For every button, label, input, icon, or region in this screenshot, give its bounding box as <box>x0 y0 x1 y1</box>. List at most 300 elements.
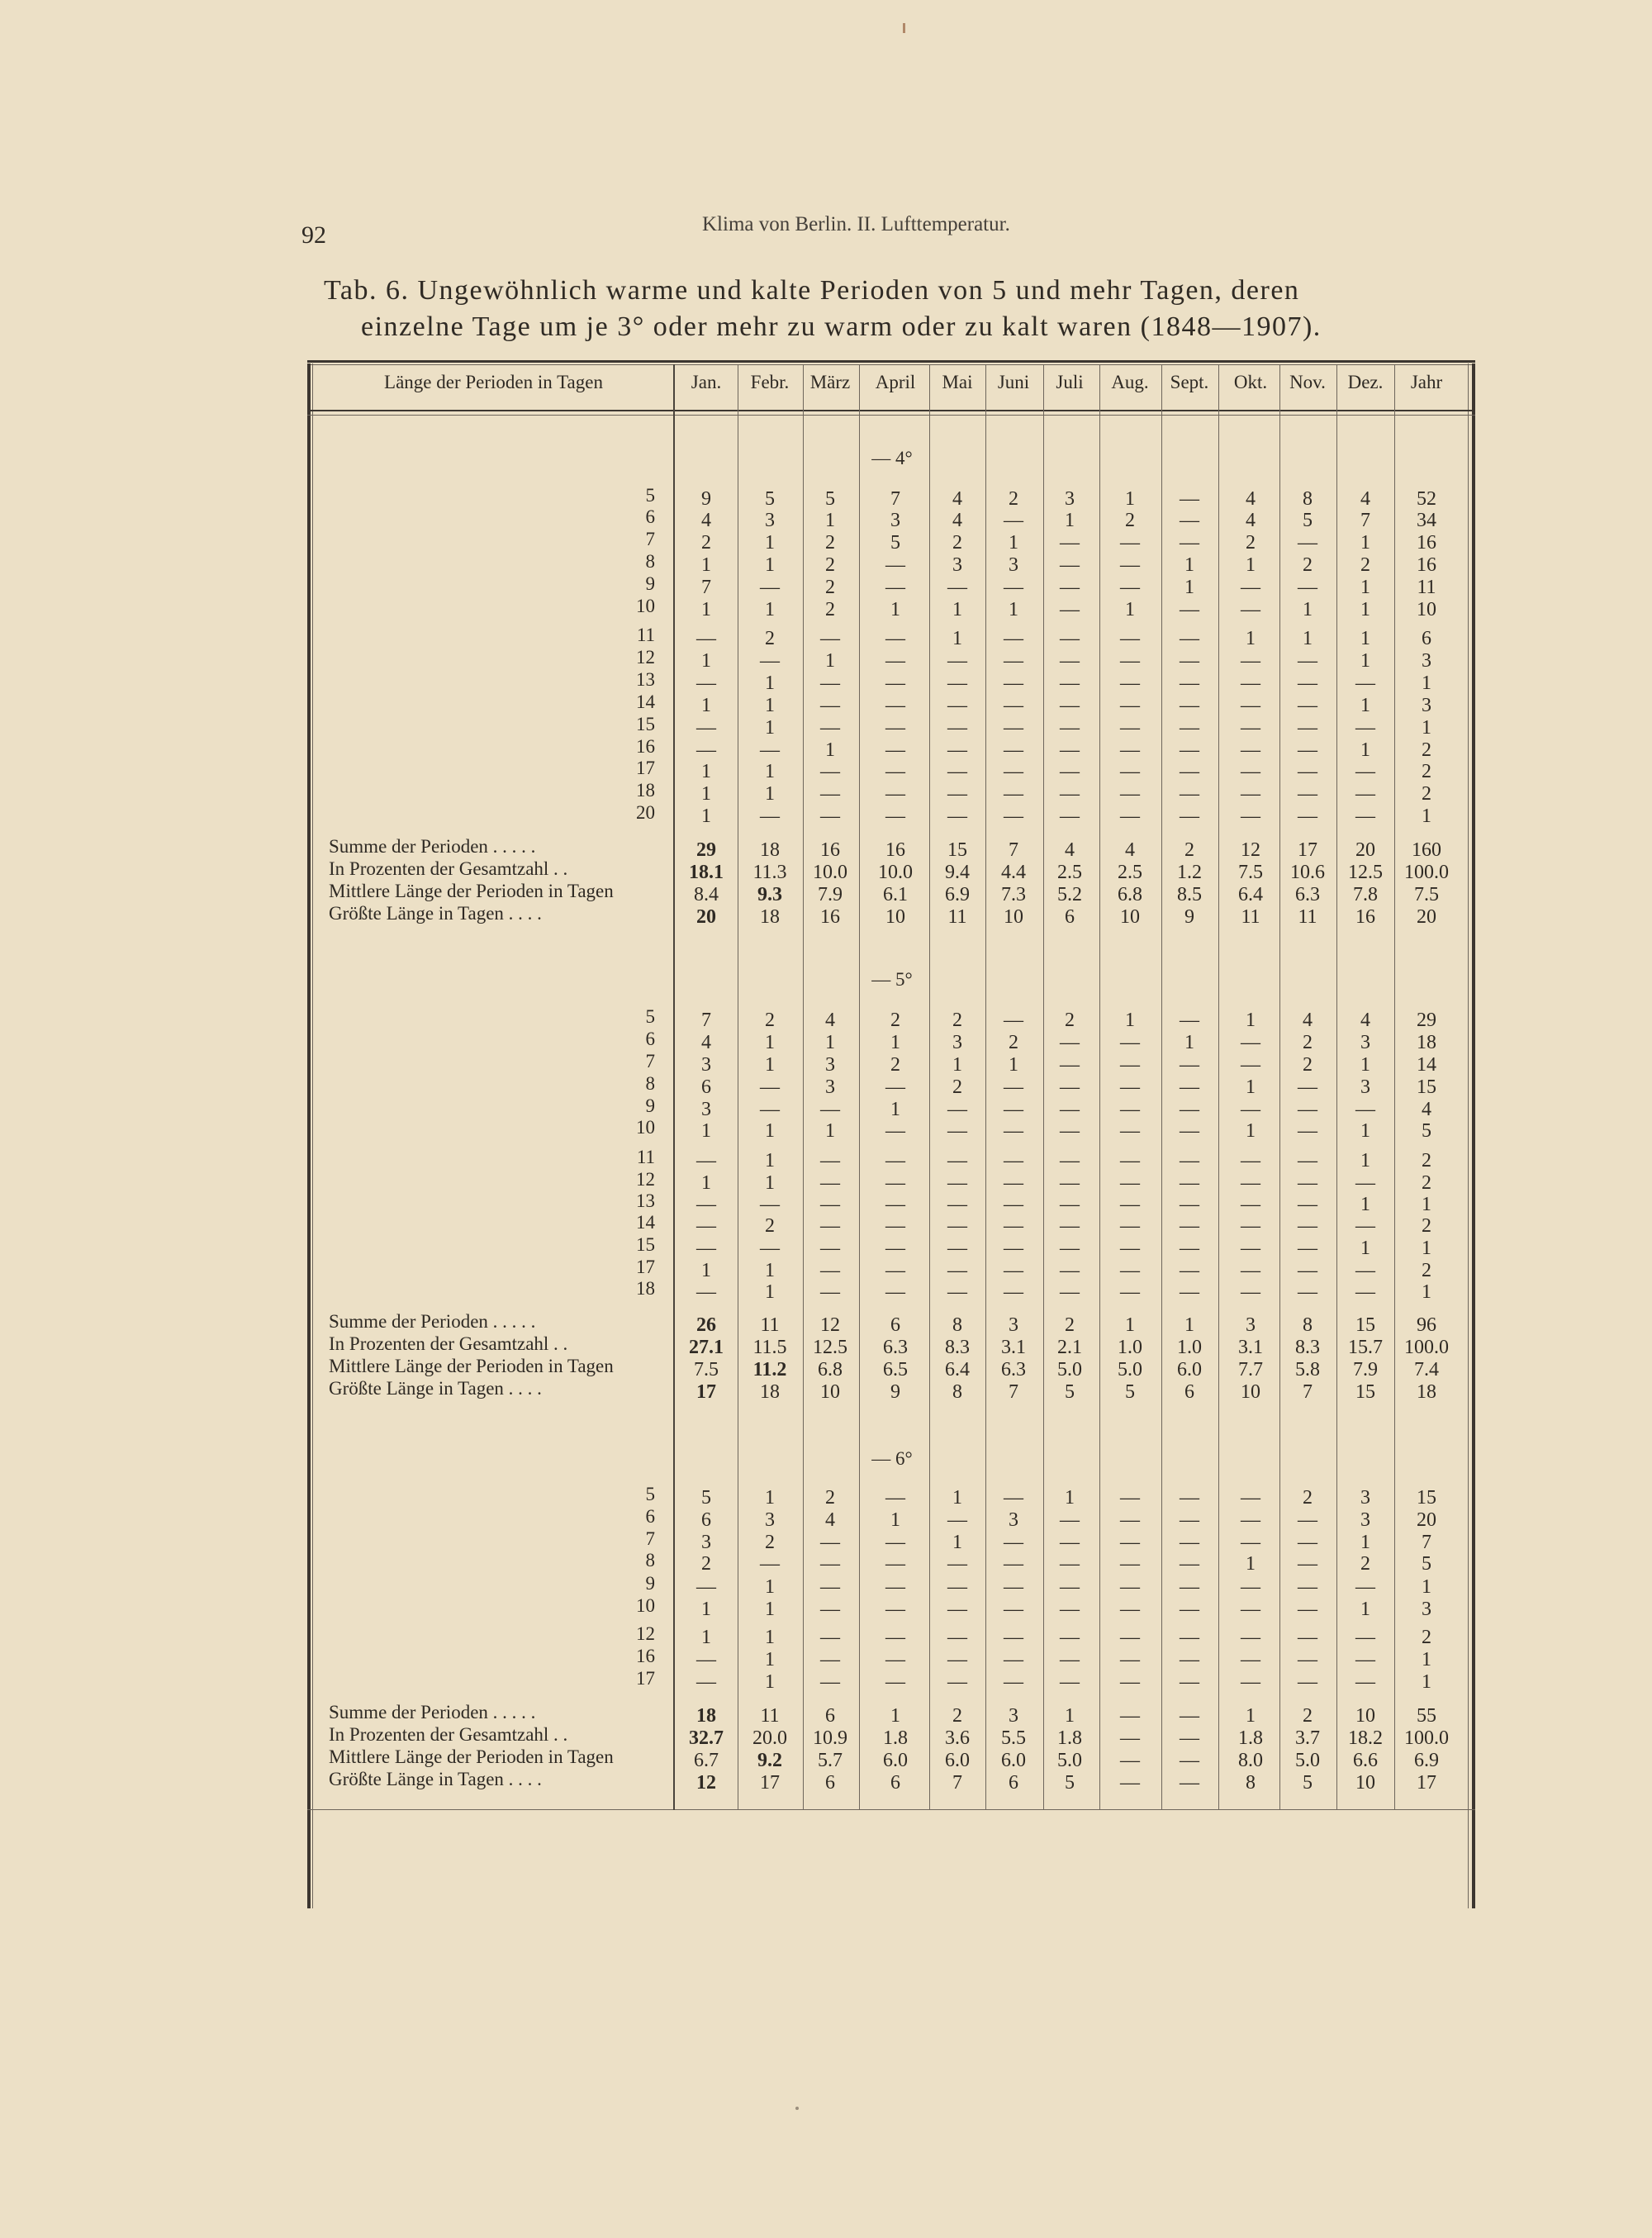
section-title: — 5° <box>871 969 913 990</box>
table-cell: — <box>1298 1238 1317 1259</box>
period-length-label: 7 <box>645 1051 655 1071</box>
table-cell: — <box>1060 805 1080 827</box>
table-cell: 20 <box>1417 1509 1436 1531</box>
table-cell: — <box>947 1172 967 1194</box>
summary-row <box>0 1378 1652 1406</box>
table-cell: 7 <box>701 1010 711 1031</box>
table-cell: 1 <box>701 599 711 620</box>
table-cell: 1 <box>825 510 835 531</box>
ink-mark <box>903 23 905 33</box>
table-cell: — <box>1298 761 1317 782</box>
table-cell: 1 <box>1422 1194 1431 1215</box>
table-cell: 1 <box>1246 1705 1256 1727</box>
table-cell: — <box>1060 650 1080 672</box>
table-cell: — <box>1120 1553 1140 1575</box>
table-cell: — <box>1298 1194 1317 1215</box>
summary-label: In Prozenten der Gesamtzahl . . <box>329 1333 568 1354</box>
table-cell: — <box>1120 1150 1140 1171</box>
table-cell: 10.6 <box>1290 862 1325 883</box>
table-cell: 2 <box>825 599 835 620</box>
period-length-label: 9 <box>645 1573 655 1594</box>
table-cell: 5 <box>1303 1772 1313 1794</box>
table-cell: 6.3 <box>1001 1359 1026 1380</box>
table-cell: — <box>1004 1238 1023 1259</box>
table-cell: 160 <box>1412 839 1441 861</box>
table-cell: — <box>1298 650 1317 672</box>
table-cell: — <box>1120 1032 1140 1053</box>
table-cell: — <box>820 1238 840 1259</box>
table-cell: 15 <box>947 839 967 861</box>
table-cell: 15 <box>1417 1487 1436 1509</box>
period-length-label: 5 <box>645 1006 655 1027</box>
table-cell: 2 <box>1303 1487 1313 1509</box>
table-cell: 4.4 <box>1001 862 1026 883</box>
table-cell: 7 <box>1009 1381 1018 1403</box>
table-cell: — <box>1241 761 1260 782</box>
table-cell: 16 <box>1355 906 1375 928</box>
table-cell: 3 <box>1009 1509 1018 1531</box>
table-cell: 11 <box>1241 906 1260 928</box>
label-column-header: Länge der Perioden in Tagen <box>384 372 603 392</box>
table-cell: 6.6 <box>1353 1750 1378 1771</box>
table-cell: 26 <box>696 1314 716 1336</box>
table-cell: — <box>1180 1576 1199 1598</box>
table-cell: — <box>820 1649 840 1670</box>
table-cell: — <box>947 1576 967 1598</box>
summary-label: Größte Länge in Tagen . . . . <box>329 1769 542 1789</box>
table-cell: 1 <box>765 1172 775 1194</box>
table-cell: — <box>1241 1281 1260 1303</box>
table-cell: 1 <box>1360 1238 1370 1259</box>
caption-line-1: Tab. 6. Ungewöhnlich warme und kalte Perioden von 5 und mehr Tagen, deren <box>324 275 1300 306</box>
table-cell: — <box>760 1238 780 1259</box>
period-length-label: 8 <box>645 1550 655 1570</box>
table-cell: 2 <box>1246 532 1256 554</box>
table-cell: — <box>885 1076 905 1098</box>
table-cell: 17 <box>696 1381 716 1403</box>
table-cell: — <box>1355 1215 1375 1237</box>
table-cell: 2 <box>952 1705 962 1727</box>
table-cell: 3 <box>825 1076 835 1098</box>
table-cell: 1 <box>1360 1599 1370 1620</box>
table-cell: — <box>947 1238 967 1259</box>
table-cell: 7 <box>1303 1381 1313 1403</box>
table-cell: — <box>1060 783 1080 805</box>
period-length-label: 20 <box>636 802 655 823</box>
month-header: Mai <box>942 372 973 392</box>
table-cell: 2 <box>1360 554 1370 576</box>
period-length-label: 16 <box>636 736 655 757</box>
month-header: Okt. <box>1233 372 1268 392</box>
table-cell: — <box>696 628 716 649</box>
table-cell: — <box>1298 695 1317 716</box>
table-cell: — <box>885 1281 905 1303</box>
table-cell: 1 <box>1065 1487 1075 1509</box>
summary-label: Größte Länge in Tagen . . . . <box>329 903 542 924</box>
table-cell: — <box>1180 1076 1199 1098</box>
table-cell: 16 <box>820 839 840 861</box>
table-cell: — <box>1004 1076 1023 1098</box>
table-cell: 2 <box>765 628 775 649</box>
table-cell: — <box>1120 1727 1140 1749</box>
table-cell: 1 <box>701 761 711 782</box>
table-cell: 1 <box>765 532 775 554</box>
table-cell: 18.2 <box>1348 1727 1383 1749</box>
period-length-label: 5 <box>645 1484 655 1504</box>
table-cell: 1 <box>1009 532 1018 554</box>
table-cell: 12 <box>696 1772 716 1794</box>
table-cell: 1.8 <box>883 1727 908 1749</box>
table-cell: 9 <box>1184 906 1194 928</box>
table-cell: — <box>1180 1487 1199 1509</box>
table-cell: — <box>1180 1260 1199 1281</box>
period-length-label: 8 <box>645 1073 655 1094</box>
ink-dot <box>795 2107 799 2110</box>
table-cell: — <box>1298 577 1317 598</box>
table-cell: — <box>1120 805 1140 827</box>
table-cell: 1 <box>1360 599 1370 620</box>
table-cell: — <box>1298 1576 1317 1598</box>
table-cell: — <box>1060 1120 1080 1142</box>
table-cell: — <box>1298 1099 1317 1120</box>
table-cell: — <box>1241 1054 1260 1076</box>
table-cell: 29 <box>1417 1010 1436 1031</box>
table-cell: — <box>947 1627 967 1648</box>
summary-label: Größte Länge in Tagen . . . . <box>329 1378 542 1399</box>
table-cell: 6.0 <box>1177 1359 1202 1380</box>
table-cell: 6 <box>890 1314 900 1336</box>
table-cell: — <box>1120 1260 1140 1281</box>
table-cell: 16 <box>885 839 905 861</box>
section-title: — 6° <box>871 1448 913 1469</box>
table-cell: 1 <box>1422 1649 1431 1670</box>
table-cell: 2 <box>890 1010 900 1031</box>
table-cell: 7 <box>701 577 711 598</box>
table-cell: 1 <box>1360 628 1370 649</box>
table-cell: — <box>1298 783 1317 805</box>
table-cell: — <box>947 717 967 739</box>
table-cell: 11 <box>760 1705 780 1727</box>
table-row <box>0 802 1652 830</box>
table-row <box>0 1668 1652 1696</box>
table-cell: 96 <box>1417 1314 1436 1336</box>
table-cell: — <box>885 761 905 782</box>
table-cell: 6 <box>701 1509 711 1531</box>
table-cell: — <box>1060 1576 1080 1598</box>
table-cell: — <box>760 650 780 672</box>
table-cell: — <box>947 1553 967 1575</box>
table-cell: 5.2 <box>1057 884 1082 905</box>
table-cell: — <box>1060 1076 1080 1098</box>
table-cell: 5 <box>701 1487 711 1509</box>
table-cell: 1 <box>1125 599 1135 620</box>
table-cell: 18 <box>1417 1032 1436 1053</box>
table-cell: — <box>1004 1576 1023 1598</box>
table-cell: — <box>1355 1281 1375 1303</box>
table-cell: 1 <box>765 1599 775 1620</box>
table-cell: 6 <box>701 1076 711 1098</box>
table-cell: 7.9 <box>818 884 843 905</box>
table-caption <box>324 273 1472 345</box>
table-cell: — <box>1298 1281 1317 1303</box>
table-cell: 12 <box>1241 839 1260 861</box>
table-cell: — <box>1120 1576 1140 1598</box>
table-cell: 20 <box>1417 906 1436 928</box>
table-cell: 8 <box>1303 1314 1313 1336</box>
table-cell: 1 <box>1360 1120 1370 1142</box>
table-cell: 18 <box>1417 1381 1436 1403</box>
table-cell: — <box>1004 739 1023 761</box>
table-cell: — <box>1004 1487 1023 1509</box>
table-cell: 2 <box>952 1076 962 1098</box>
table-cell: 1.0 <box>1118 1337 1142 1358</box>
table-cell: — <box>760 1194 780 1215</box>
table-cell: 1 <box>1360 1150 1370 1171</box>
table-cell: — <box>1120 1750 1140 1771</box>
table-cell: 4 <box>1422 1099 1431 1120</box>
table-cell: 4 <box>1065 839 1075 861</box>
table-cell: 5.0 <box>1057 1359 1082 1380</box>
table-cell: 2 <box>765 1010 775 1031</box>
table-cell: — <box>820 1553 840 1575</box>
table-cell: — <box>696 1215 716 1237</box>
period-length-label: 17 <box>636 758 655 778</box>
table-cell: 1 <box>952 1487 962 1509</box>
table-cell: — <box>1120 1281 1140 1303</box>
table-cell: — <box>885 1671 905 1693</box>
table-cell: 100.0 <box>1404 1727 1449 1749</box>
table-cell: — <box>1180 1649 1199 1670</box>
table-cell: — <box>1120 1599 1140 1620</box>
table-cell: — <box>1120 1532 1140 1553</box>
table-cell: 1 <box>765 672 775 694</box>
table-frame-top-inner <box>307 364 1475 365</box>
table-cell: — <box>1180 1599 1199 1620</box>
table-cell: — <box>1241 1238 1260 1259</box>
table-cell: 1 <box>1360 739 1370 761</box>
table-cell: — <box>1298 739 1317 761</box>
table-cell: — <box>947 695 967 716</box>
table-cell: 1 <box>890 1032 900 1053</box>
table-cell: 1 <box>1184 1032 1194 1053</box>
table-cell: — <box>1004 805 1023 827</box>
table-cell: 1 <box>1422 805 1431 827</box>
table-cell: — <box>1298 717 1317 739</box>
table-cell: — <box>1298 1076 1317 1098</box>
table-cell: — <box>820 1281 840 1303</box>
table-cell: — <box>1120 1215 1140 1237</box>
table-cell: — <box>1180 1281 1199 1303</box>
table-cell: — <box>1355 1649 1375 1670</box>
table-cell: — <box>1180 1772 1199 1794</box>
table-cell: 2 <box>1009 488 1018 510</box>
table-cell: 11 <box>947 906 967 928</box>
table-cell: — <box>820 1150 840 1171</box>
table-cell: — <box>1060 532 1080 554</box>
table-cell: — <box>1060 1627 1080 1648</box>
table-cell: — <box>1120 1099 1140 1120</box>
table-cell: — <box>1241 650 1260 672</box>
period-length-label: 15 <box>636 1234 655 1255</box>
period-length-label: 11 <box>636 1147 655 1167</box>
period-length-label: 15 <box>636 714 655 734</box>
table-cell: 2 <box>1422 1627 1431 1648</box>
table-cell: 1 <box>765 1576 775 1598</box>
table-cell: 4 <box>701 1032 711 1053</box>
table-cell: 20 <box>1355 839 1375 861</box>
table-cell: — <box>1298 1260 1317 1281</box>
table-cell: — <box>1180 1215 1199 1237</box>
header-rule-inner <box>307 415 1475 416</box>
table-cell: — <box>1241 739 1260 761</box>
table-cell: — <box>1060 577 1080 598</box>
table-cell: — <box>820 1099 840 1120</box>
table-cell: 5.7 <box>818 1750 843 1771</box>
table-cell: 1 <box>1246 554 1256 576</box>
table-cell: — <box>1004 1627 1023 1648</box>
month-header: Jahr <box>1410 372 1443 392</box>
table-cell: 55 <box>1417 1705 1436 1727</box>
table-cell: 2 <box>765 1532 775 1553</box>
table-cell: — <box>1180 739 1199 761</box>
table-cell: — <box>947 1194 967 1215</box>
table-cell: 6.0 <box>883 1750 908 1771</box>
table-cell: 6.5 <box>883 1359 908 1380</box>
table-cell: 1 <box>701 554 711 576</box>
table-cell: 6 <box>890 1772 900 1794</box>
table-cell: — <box>1004 1649 1023 1670</box>
table-cell: 1 <box>952 1054 962 1076</box>
table-cell: 8 <box>952 1381 962 1403</box>
table-cell: — <box>1298 1627 1317 1648</box>
table-cell: 1.2 <box>1177 862 1202 883</box>
table-cell: 1 <box>1184 577 1194 598</box>
period-length-label: 12 <box>636 1623 655 1644</box>
table-cell: 9.2 <box>757 1750 782 1771</box>
month-header: Sept. <box>1170 372 1209 392</box>
table-cell: 3.1 <box>1001 1337 1026 1358</box>
table-cell: 2.5 <box>1057 862 1082 883</box>
table-cell: 4 <box>1303 1010 1313 1031</box>
table-cell: 5.0 <box>1057 1750 1082 1771</box>
table-cell: — <box>820 1260 840 1281</box>
table-cell: — <box>760 805 780 827</box>
table-cell: 7 <box>952 1772 962 1794</box>
table-cell: — <box>885 1649 905 1670</box>
table-cell: 8 <box>1303 488 1313 510</box>
table-cell: — <box>1004 1120 1023 1142</box>
table-cell: — <box>1355 1576 1375 1598</box>
table-cell: 14 <box>1417 1054 1436 1076</box>
period-length-label: 16 <box>636 1646 655 1666</box>
table-cell: — <box>1180 717 1199 739</box>
table-cell: — <box>820 783 840 805</box>
table-cell: — <box>1180 1750 1199 1771</box>
table-cell: — <box>760 1076 780 1098</box>
table-cell: 3 <box>952 554 962 576</box>
period-length-label: 17 <box>636 1668 655 1689</box>
table-cell: — <box>1241 1260 1260 1281</box>
table-cell: — <box>1060 1099 1080 1120</box>
table-cell: 8 <box>952 1314 962 1336</box>
table-cell: 1 <box>1246 1553 1256 1575</box>
table-cell: — <box>1180 1627 1199 1648</box>
table-cell: 1 <box>825 1120 835 1142</box>
table-cell: 10 <box>885 906 905 928</box>
table-cell: 52 <box>1417 488 1436 510</box>
table-cell: — <box>820 1599 840 1620</box>
table-cell: 1 <box>1065 510 1075 531</box>
table-cell: 2 <box>825 554 835 576</box>
table-cell: 1 <box>1303 628 1313 649</box>
table-cell: — <box>760 1099 780 1120</box>
table-cell: 1 <box>890 599 900 620</box>
period-length-label: 6 <box>645 1506 655 1527</box>
period-length-label: 18 <box>636 1278 655 1299</box>
table-cell: 1 <box>1246 1120 1256 1142</box>
table-cell: 1 <box>952 628 962 649</box>
table-cell: — <box>1120 783 1140 805</box>
table-cell: — <box>820 672 840 694</box>
table-cell: 2 <box>1065 1010 1075 1031</box>
table-cell: — <box>885 783 905 805</box>
table-cell: 6 <box>825 1705 835 1727</box>
caption-line-2: einzelne Tage um je 3° oder mehr zu warm oder zu kalt waren (1848—1907). <box>361 311 1322 342</box>
table-cell: — <box>1298 1553 1317 1575</box>
table-cell: 6.4 <box>1238 884 1263 905</box>
table-cell: — <box>947 739 967 761</box>
table-cell: — <box>1355 672 1375 694</box>
table-cell: 34 <box>1417 510 1436 531</box>
table-cell: — <box>1298 672 1317 694</box>
table-cell: 1 <box>765 554 775 576</box>
table-cell: 2 <box>1422 1260 1431 1281</box>
table-cell: 3 <box>1360 1032 1370 1053</box>
table-cell: 1 <box>765 1281 775 1303</box>
table-cell: — <box>1060 1532 1080 1553</box>
table-cell: — <box>885 717 905 739</box>
table-cell: — <box>1298 1509 1317 1531</box>
table-cell: 27.1 <box>689 1337 724 1358</box>
table-cell: — <box>1298 1215 1317 1237</box>
table-cell: — <box>696 1281 716 1303</box>
table-cell: — <box>885 1215 905 1237</box>
month-header: Juli <box>1056 372 1084 392</box>
table-cell: 6.0 <box>1001 1750 1026 1771</box>
table-cell: 1 <box>1422 1576 1431 1598</box>
table-cell: 2 <box>765 1215 775 1237</box>
table-cell: — <box>947 1509 967 1531</box>
table-cell: 4 <box>1125 839 1135 861</box>
table-cell: 7.5 <box>1414 884 1439 905</box>
table-cell: — <box>820 1627 840 1648</box>
table-cell: — <box>1004 1260 1023 1281</box>
table-cell: 6.8 <box>818 1359 843 1380</box>
period-length-label: 5 <box>645 485 655 506</box>
summary-label: In Prozenten der Gesamtzahl . . <box>329 858 568 879</box>
table-cell: — <box>1241 717 1260 739</box>
table-cell: — <box>760 739 780 761</box>
table-cell: 3 <box>701 1099 711 1120</box>
table-cell: 4 <box>825 1509 835 1531</box>
table-cell: 5 <box>825 488 835 510</box>
table-cell: — <box>947 1120 967 1142</box>
month-header: April <box>875 372 916 392</box>
table-cell: 5 <box>1422 1553 1431 1575</box>
table-cell: — <box>1120 1238 1140 1259</box>
table-cell: — <box>1004 1553 1023 1575</box>
table-cell: — <box>885 1238 905 1259</box>
